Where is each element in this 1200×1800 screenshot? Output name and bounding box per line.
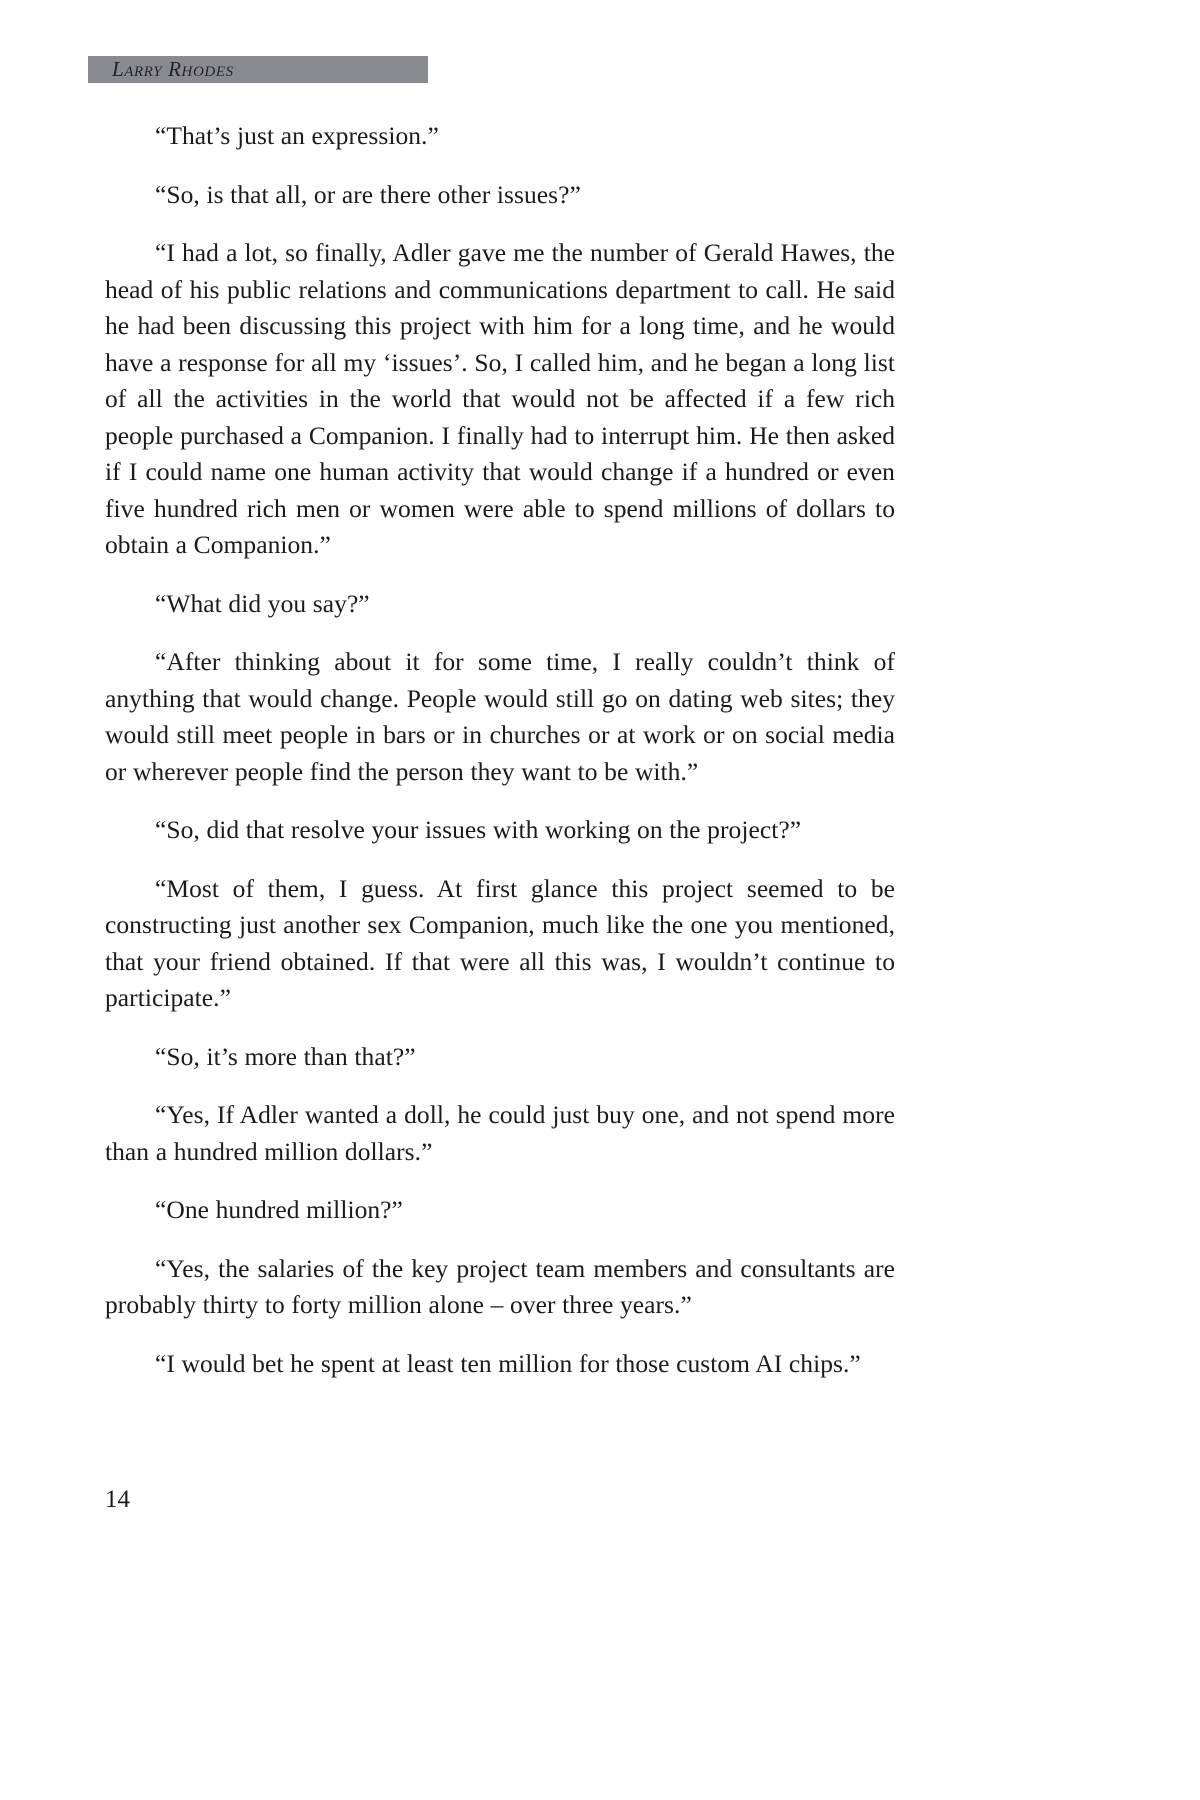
paragraph: “I would bet he spent at least ten million for those custom AI chips.” [155, 1348, 861, 1378]
page-number: 14 [105, 1486, 130, 1513]
paragraph: “So, is that all, or are there other issues?” [155, 179, 581, 209]
paragraph: “That’s just an expression.” [155, 121, 439, 150]
paragraph: “After thinking about it for some time, I really couldn’t think of anything that would change. People would still go on dating web sites; they would still meet people in bars or in churches or at work or on social media or wherever people find the person they want to be with.” [105, 647, 895, 786]
running-header [88, 56, 428, 83]
paragraph: “One hundred million?” [155, 1195, 403, 1224]
paragraph: “What did you say?” [155, 588, 370, 618]
paragraph: “Yes, the salaries of the key project team members and consultants are probably thirty to forty million alone – over three years.” [105, 1253, 895, 1319]
paragraph: “Most of them, I guess. At first glance this project seemed to be constructing just another sex Companion, much like the one you mentioned, that your friend obtained. If that were all this was, I wouldn’t continue to participate.” [105, 873, 895, 1012]
paragraph: “I had a lot, so finally, Adler gave me the number of Gerald Hawes, the head of his public relations and communications department to call. He said he had been discussing this project with him for a long time, and he would have a response for all my ‘issues’. So, I called him, and he began a long list of all the activities in the world that would not be affected if a few rich people purchased a Companion. I finally had to interrupt him. He then asked if I could name one human activity that would change if a hundred or even five hundred rich men or women were able to spend millions of dollars to obtain a Companion.” [105, 238, 895, 559]
paragraph: “So, did that resolve your issues with working on the project?” [155, 815, 802, 844]
running-header-title: Larry Rhodes [112, 57, 234, 81]
paragraph: “Yes, If Adler wanted a doll, he could just buy one, and not spend more than a hundred million dollars.” [105, 1100, 895, 1166]
body-text-column [105, 118, 895, 1382]
paragraph: “So, it’s more than that?” [155, 1041, 416, 1071]
